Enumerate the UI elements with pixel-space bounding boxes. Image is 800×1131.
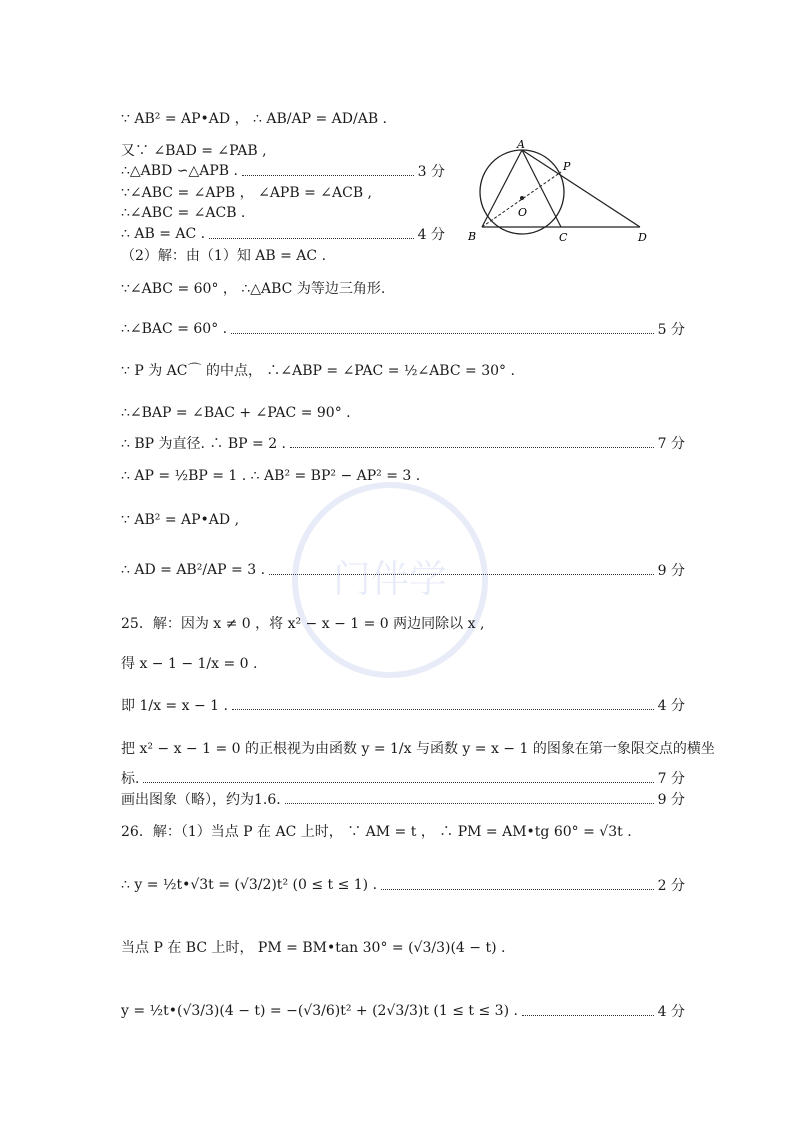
line-text: ∵ AB² = AP•AD , <box>121 512 240 528</box>
line-text: 又∵ ∠BAD = ∠PAB , <box>121 143 267 159</box>
score: 5 分 <box>657 322 685 338</box>
line-16 <box>121 608 685 638</box>
line-text: 当点 P 在 BC 上时， PM = BM•tan 30° = (√3/3)(4 − t) . <box>121 940 506 956</box>
line-18 <box>121 690 685 720</box>
line-text: ∵∠ABC = 60° ， ∴△ABC 为等边三角形. <box>121 281 386 297</box>
line-21 <box>121 784 685 814</box>
score: 4 分 <box>657 1004 685 1020</box>
score: 9 分 <box>657 563 685 579</box>
line-22 <box>121 816 685 846</box>
label-o: O <box>518 206 528 219</box>
geometry-figure <box>462 140 662 260</box>
segment-ab <box>482 150 522 227</box>
leader-dots <box>231 333 654 334</box>
line-text: ∴∠BAP = ∠BAC + ∠PAC = 90° . <box>121 405 351 421</box>
line-9 <box>121 314 685 344</box>
leader-dots <box>143 782 653 783</box>
label-c: C <box>559 231 568 244</box>
watermark-text: 门伴学 <box>332 557 448 601</box>
label-b: B <box>468 230 477 243</box>
line-25 <box>121 996 685 1026</box>
line-text: 26．解：（1）当点 P 在 AC 上时， ∵ AM = t ， ∴ PM = AM•tg 60° = √3t . <box>121 824 632 840</box>
leader-dots <box>522 1015 654 1016</box>
line-text: ∴ AD = AB²/AP = 3 . <box>121 562 266 578</box>
line-7 <box>121 240 455 270</box>
line-12 <box>121 428 685 458</box>
center-dot <box>520 196 524 200</box>
line-24 <box>121 932 685 962</box>
line-1 <box>121 103 685 133</box>
line-15 <box>121 555 685 585</box>
leader-dots <box>242 175 414 176</box>
leader-dots <box>232 709 654 710</box>
line-text: y = ½t•(√3/3)(4 − t) = −(√3/6)t² + (2√3/3)t (1 ≤ t ≤ 3) . <box>121 1003 518 1019</box>
line-text: 25．解：因为 x ≠ 0 ，将 x² − x − 1 = 0 两边同除以 x , <box>121 616 485 632</box>
line-23 <box>121 870 685 900</box>
line-10 <box>121 355 685 385</box>
line-text: ∴∠ABC = ∠ACB . <box>121 205 246 221</box>
line-text: 即 1/x = x − 1 . <box>121 698 228 714</box>
line-11 <box>121 398 685 428</box>
line-text: ∵ AB² = AP•AD ， ∴ AB/AP = AD/AB . <box>121 111 388 127</box>
line-17 <box>121 648 685 678</box>
score: 4 分 <box>417 227 445 243</box>
line-text: ∵∠ABC = ∠APB ， ∠APB = ∠ACB , <box>121 185 373 201</box>
leader-dots <box>290 447 654 448</box>
line-text: 画出图象（略），约为1.6. <box>121 792 281 808</box>
segment-ad <box>522 150 640 227</box>
label-a: A <box>517 140 525 151</box>
line-19 <box>121 733 715 763</box>
leader-dots <box>285 803 654 804</box>
label-d: D <box>638 231 647 244</box>
line-text: ∴ AP = ½BP = 1 . ∴ AB² = BP² − AP² = 3 . <box>121 468 421 484</box>
line-text: 得 x − 1 − 1/x = 0 . <box>121 656 258 672</box>
line-text: 标. <box>121 771 140 787</box>
line-text: ∴△ABD ∽△APB . <box>121 163 238 179</box>
segment-ac <box>522 150 561 227</box>
score: 7 分 <box>657 771 685 787</box>
line-text: （2）解：由（1）知 AB = AC . <box>121 248 327 264</box>
score: 9 分 <box>657 792 685 808</box>
leader-dots <box>269 574 654 575</box>
leader-dots <box>381 889 654 890</box>
score: 3 分 <box>417 164 445 180</box>
line-8 <box>121 273 685 303</box>
line-13 <box>121 461 685 491</box>
score: 7 分 <box>657 436 685 452</box>
circle-o <box>480 150 564 234</box>
line-14 <box>121 505 685 535</box>
line-text: ∴∠BAC = 60° . <box>121 321 228 337</box>
line-text: ∴ AB = AC . <box>121 226 206 242</box>
label-p: P <box>563 160 571 173</box>
score: 2 分 <box>657 878 685 894</box>
leader-dots <box>209 238 414 239</box>
score: 4 分 <box>657 698 685 714</box>
line-text: ∴ BP 为直径. ∴ BP = 2 . <box>121 436 287 452</box>
line-text: ∵ P 为 AC⌒ 的中点， ∴∠ABP = ∠PAC = ½∠ABC = 30° . <box>121 363 515 379</box>
line-text: ∴ y = ½t•√3t = (√3/2)t² (0 ≤ t ≤ 1) . <box>121 877 378 893</box>
line-text: 把 x² − x − 1 = 0 的正根视为由函数 y = 1/x 与函数 y = x − 1 的图象在第一象限交点的横坐 <box>121 741 715 757</box>
